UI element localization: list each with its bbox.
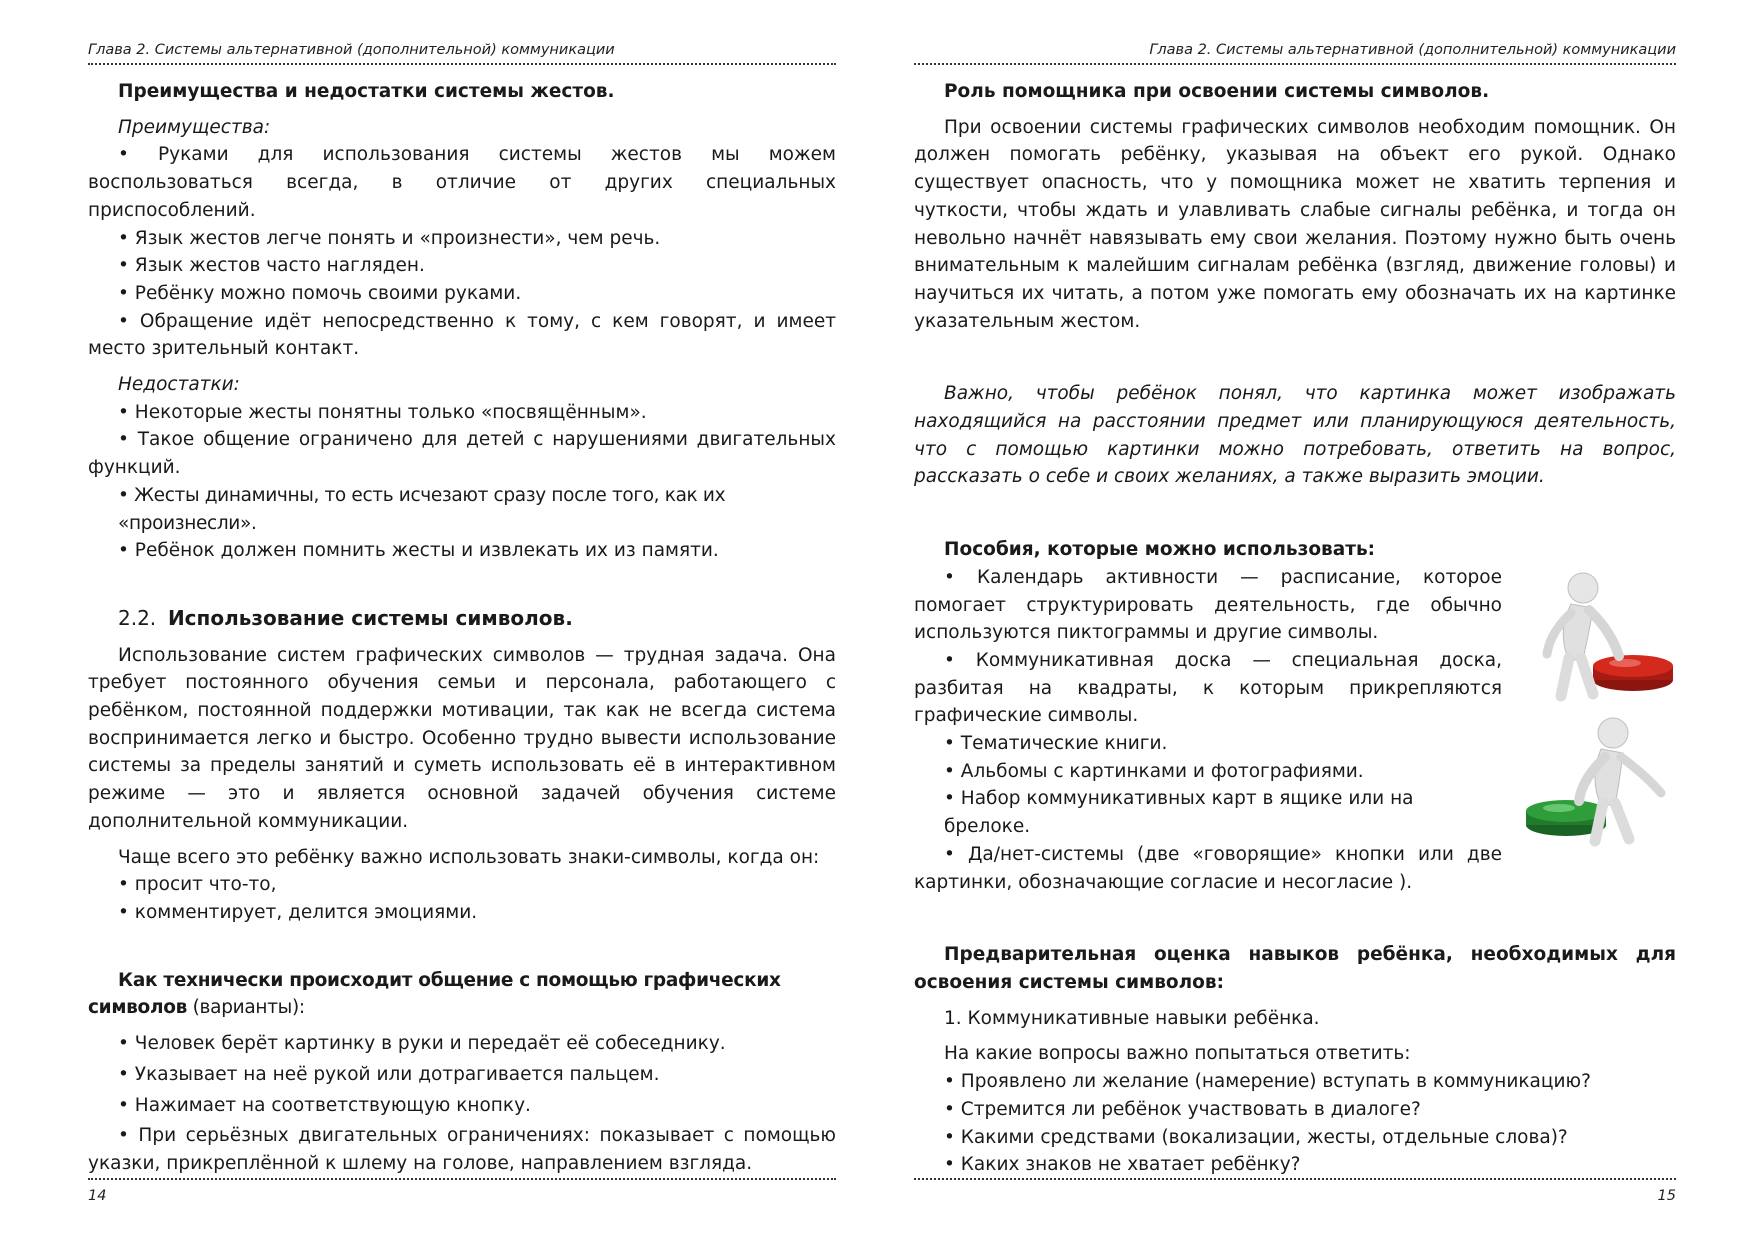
section-title: Использование системы символов. — [167, 605, 573, 630]
page-number: 14 — [88, 1188, 107, 1204]
when-intro: Чаще всего это ребёнку важно использовать знаки-символы, когда он: — [118, 846, 820, 868]
aids-block — [914, 564, 1676, 896]
page-number: 15 — [1657, 1188, 1676, 1204]
advantage-item: • Язык жестов легче понять и «произнести», чем речь. — [118, 227, 661, 249]
how-item: • При серьёзных двигательных ограничениях: показывает с помощью указки, прикреплённой к шлему на голове, направлением взгляда. — [88, 1125, 836, 1174]
footer-rule — [88, 1178, 836, 1180]
aids-list — [914, 564, 1516, 896]
section-heading — [88, 605, 836, 634]
aid-item: • Коммуникативная доска — специальная доска, разбитая на квадраты, к которым прикрепляются графические символы. — [914, 649, 1502, 727]
section-number: 2.2. — [118, 605, 157, 630]
aids-heading: Пособия, которые можно использовать: — [944, 539, 1376, 561]
running-head: Глава 2. Системы альтернативной (дополнительной) коммуникации — [88, 42, 615, 58]
advantages-title: Преимущества: — [118, 116, 271, 138]
when-item: • комментирует, делится эмоциями. — [118, 901, 478, 923]
aid-item: • Набор коммуникативных карт в ящике или на брелоке. — [944, 788, 1414, 838]
assessment-item: 1. Коммуникативные навыки ребёнка. — [944, 1007, 1320, 1029]
how-title: Как технически происходит общение с помощью графических символов — [88, 969, 781, 1019]
left-content — [88, 78, 836, 1178]
right-page — [874, 0, 1748, 1240]
advantage-item: • Обращение идёт непосредственно к тому, с кем говорят, и имеет место зрительный контакт. — [88, 310, 836, 360]
helper-heading: Роль помощника при освоении системы символов. — [944, 81, 1490, 102]
right-content — [914, 78, 1676, 1179]
question-item: • Каких знаков не хватает ребёнку? — [944, 1154, 1301, 1176]
section-paragraph: Использование систем графических символов — трудная задача. Она требует постоянного обучения семьи и персонала, работающего с ребёнком, постоянной поддержки мотивации, так как не всегда система воспринимается легко и быстро. Особенно трудно вывести использование системы за пределы занятий и суметь использовать её в интерактивном режиме — это и является основной задачей обучения системе дополнительной коммуникации. — [88, 644, 836, 832]
how-item: • Нажимает на соответствующую кнопку. — [118, 1094, 531, 1116]
disadvantage-item: • Ребёнок должен помнить жесты и извлекать их из памяти. — [118, 540, 719, 562]
helper-paragraph: При освоении системы графических символов необходим помощник. Он должен помогать ребёнку, указывая на объект его рукой. Однако существует опасность, что у помощника может не хватить терпения и чуткости, чтобы ждать и улавливать слабые сигналы ребёнка, и тогда он невольно начнёт навязывать ему свои желания. Поэтому нужно быть очень внимательным к малейшим сигналам ребёнка (взгляд, движение головы) и научиться их читать, а потом уже помогать ему обозначать их на картинке указательным жестом. — [914, 116, 1676, 332]
how-heading — [88, 967, 836, 1022]
assessment-heading: Предварительная оценка навыков ребёнка, необходимых для освоения системы символов: — [914, 944, 1676, 993]
running-head: Глава 2. Системы альтернативной (дополнительной) коммуникации — [1149, 42, 1676, 58]
disadvantages-title: Недостатки: — [118, 374, 240, 396]
question-item: • Проявлено ли желание (намерение) вступать в коммуникацию? — [944, 1071, 1591, 1093]
questions-intro: На какие вопросы важно попытаться ответить: — [944, 1043, 1411, 1065]
header-rule — [88, 63, 836, 65]
aid-item: • Альбомы с картинками и фотографиями. — [944, 760, 1364, 782]
question-item: • Какими средствами (вокализации, жесты, отдельные слова)? — [944, 1126, 1568, 1148]
when-item: • просит что-то, — [118, 874, 277, 896]
advantage-item: • Ребёнку можно помочь своими руками. — [118, 282, 522, 304]
question-item: • Стремится ли ребёнок участвовать в диалоге? — [944, 1098, 1421, 1120]
aid-item: • Да/нет-системы (две «говорящие» кнопки или две картинки, обозначающие согласие и несогласие ). — [914, 843, 1502, 893]
gestures-heading: Преимущества и недостатки системы жестов. — [118, 81, 615, 102]
advantage-item: • Язык жестов часто нагляден. — [118, 255, 425, 277]
figure-red-button-icon — [1521, 568, 1676, 703]
how-item: • Человек берёт картинку в руки и передаёт её собеседнику. — [118, 1033, 726, 1055]
aid-item: • Тематические книги. — [944, 733, 1168, 755]
important-note: Важно, чтобы ребёнок понял, что картинка может изображать находящийся на расстоянии предмет или планирующуюся деятельность, что с помощью картинки можно потребовать, ответить на вопрос, рассказать о себе и своих желаниях, а также выразить эмоции. — [914, 383, 1676, 488]
how-suffix: (варианты): — [192, 997, 305, 1019]
aid-item: • Календарь активности — расписание, которое помогает структурировать деятельность, где обычно используются пиктограммы и другие символы. — [914, 566, 1502, 644]
disadvantage-item: • Такое общение ограничено для детей с нарушениями двигательных функций. — [88, 429, 836, 479]
header-rule — [914, 63, 1676, 65]
figure-green-button-icon — [1521, 713, 1676, 848]
how-item: • Указывает на неё рукой или дотрагивается пальцем. — [118, 1063, 660, 1085]
footer-rule — [914, 1178, 1676, 1180]
figures-column — [1516, 564, 1676, 896]
disadvantage-item: • Жесты динамичны, то есть исчезают сразу после того, как их «произнесли». — [118, 484, 726, 534]
disadvantage-item: • Некоторые жесты понятны только «посвящённым». — [118, 401, 647, 423]
advantage-item: • Руками для использования системы жестов мы можем воспользоваться всегда, в отличие от других специальных приспособлений. — [88, 144, 836, 221]
